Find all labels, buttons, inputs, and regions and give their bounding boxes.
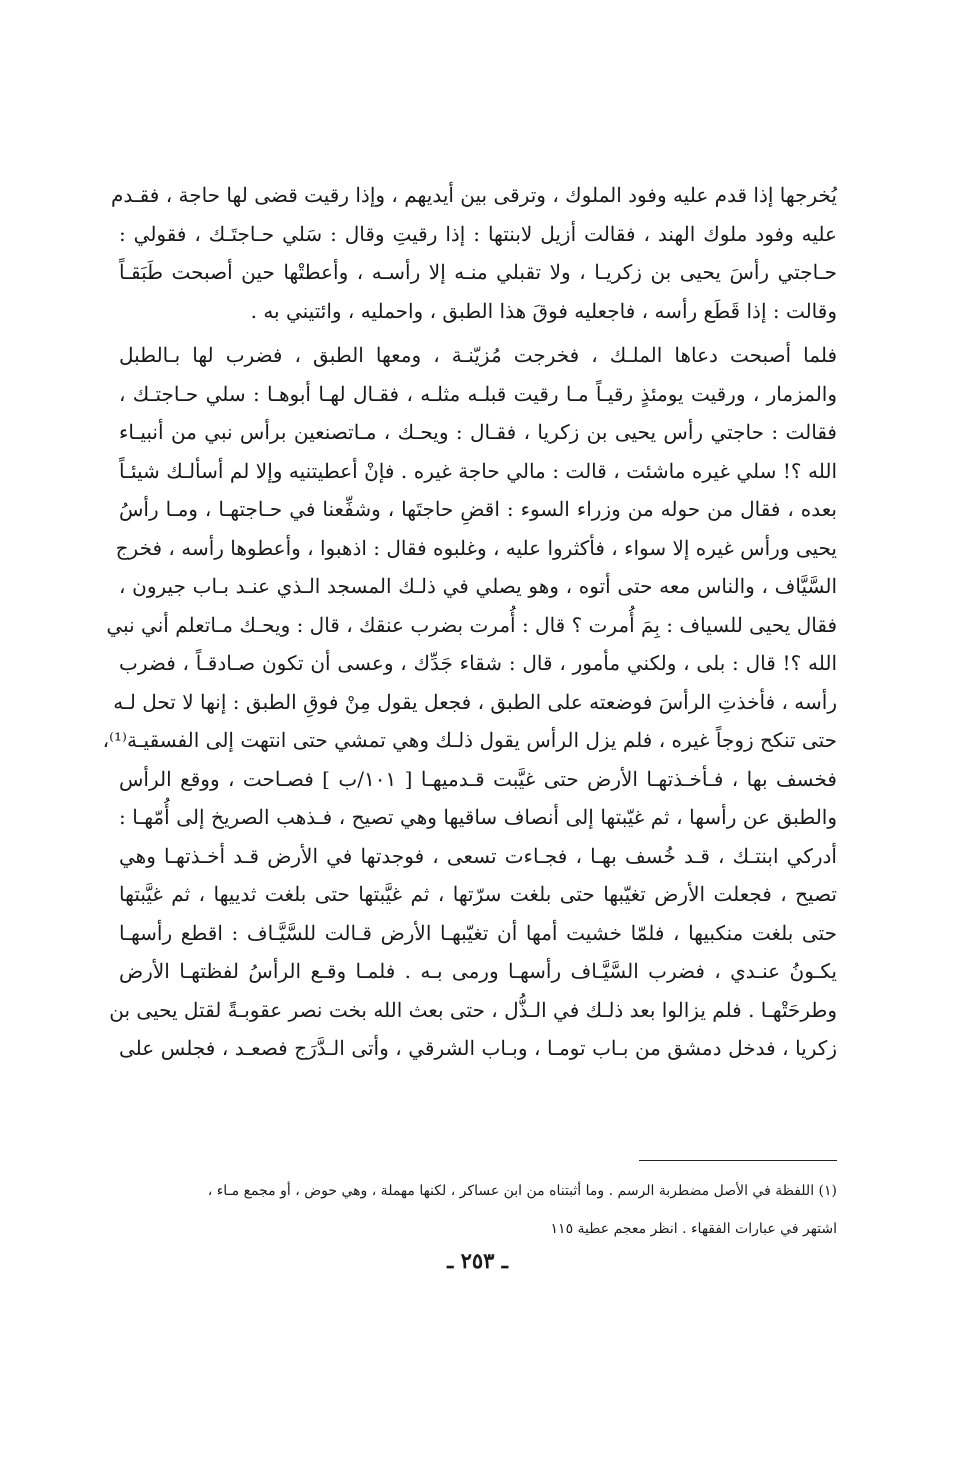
- text-line: تصيح ، فجعلت الأرض تغيّبها حتى بلغت سرّتها ، ثم غيَّبتها حتى بلغت ثدييها ، ثم غيَّبتها: [119, 882, 837, 906]
- footnotes: [119, 1172, 837, 1248]
- text-line: الله ؟! سلي غيره ماشئت ، قالت : مالي حاجة غيره . فإنْ أعطيتنيه وإلا لم أسألـك شيئـاً: [119, 458, 837, 483]
- text-line: رأسه ، فأخذتِ الرأسَ فوضعته على الطبق ، فجعل يقول مِنْ فوقِ الطبق : إنها لا تحل لـه: [113, 689, 837, 714]
- text-line: السَّيَّاف ، والناس معه حتى أتوه ، وهو يصلي في ذلـك المسجد الـذي عنـد بـاب جيرون ،: [119, 574, 837, 598]
- paragraph-1: [110, 176, 837, 330]
- text-line: يكـونُ عنـدي ، فضرب السَّيَّـاف رأسهـا ورمى بـه . فلمـا وقـع الرأسُ لفظتهـا الأرض: [119, 959, 837, 983]
- text-line: وطرحَتْهـا . فلم يزالوا بعد ذلـك في الـذُّل ، حتى بعث الله بخت نصر عقوبـةً لقتل يحيى بن: [109, 997, 837, 1022]
- text-line: يحيى ورأس غيره إلا سواء ، فأكثروا عليه ، وغلبوه فقال : اذهبوا ، وأعطوها رأسه ، فخرج: [115, 535, 837, 560]
- text-line: أدركي ابنتـك ، قـد خُسف بهـا ، فجـاءت تسعى ، فوجدتها في الأرض قـد أخـذتهـا وهي: [119, 843, 837, 868]
- text-line: فخسف بها ، فـأخـذتهـا الأرض حتى غيَّبت قـدميهـا [ ١٠١/ب ] فصـاحت ، ووقع الرأس: [119, 766, 837, 791]
- text-line: يُخرجها إذا قدم عليه وفود الملوك ، وترقى بين أيديهم ، وإذا رقيت قضى لها حاجة ، فقـدم: [110, 183, 837, 207]
- footnote-divider: [639, 1160, 837, 1161]
- text-line: حتى تنكح زوجاً غيره ، فلم يزل الرأس يقول ذلـك وهي تمشي حتى انتهت إلى الفسقيـة⁽¹⁾،: [102, 728, 837, 752]
- paragraph-2: [102, 336, 837, 1068]
- text-line: والطبق عن رأسها ، ثم غيّبتها إلى أنصاف ساقيها وهي تصيح ، فـذهب الصريخ إلى أُمّهـا :: [119, 805, 837, 829]
- page-number: ـ ٢٥٣ ـ: [447, 1248, 508, 1273]
- footnote-line: (١) اللفظة في الأصل مضطربة الرسم . وما أثبتناه من ابن عساكر ، لكنها مهملة ، وهي حوض ، أو مجمع مـاء ،: [207, 1183, 837, 1199]
- text-line: حـاجتي رأسَ يحيى بن زكريـا ، ولا تقبلي منـه إلا رأسـه ، وأعطتْها حين أصبحت طَبَقـاً: [119, 260, 837, 284]
- text-line: فلما أصبحت دعاها الملـك ، فخرجت مُزيّنـة ، ومعها الطبق ، فضرب لها بـالطبل: [119, 343, 837, 367]
- footnote-line: اشتهر في عبارات الفقهاء . انظر معجم عطية ١١٥: [550, 1221, 837, 1237]
- text-line: فقالت : حاجتي رأس يحيى بن زكريا ، فقـال : ويحـك ، مـاتصنعين برأس نبي من أنبيـاء: [119, 420, 837, 444]
- text-line: وقالت : إذا قَطَع رأسه ، فاجعليه فوقَ هذا الطبق ، واحمليه ، وائتيني به .: [250, 298, 837, 323]
- text-line: حتى بلغت منكبيها ، فلمّا خشيت أمها أن تغيّبهـا الأرض قـالت للسَّيَّـاف : اقطع رأسهـا: [119, 920, 837, 945]
- text-line: فقال يحيى للسياف : بِمَ أُمرت ؟ قال : أُمرت بضرب عنقك ، قال : ويحـك مـاتعلم أني نبي: [106, 612, 837, 637]
- text-line: زكريا ، فدخل دمشق من بـاب تومـا ، وبـاب الشرقي ، وأتى الـدَّرَج فصعـد ، فجلس على: [119, 1036, 837, 1060]
- text-line: بعده ، فقال من حوله من وزراء السوء : اقضِ حاجتَها ، وشفِّعنا في حـاجتهـا ، ومـا رأسُ: [119, 497, 837, 521]
- text-line: والمزمار ، ورقيت يومئذٍ رقيـاً مـا رقيت قبلـه مثلـه ، فقـال لهـا أبوهـا : سلي حـاجتـك ،: [119, 381, 837, 406]
- text-line: عليه وفود ملوك الهند ، فقالت أزيل لابنتها : إذا رقيتِ وقال : سَلي حـاجتَـك ، فقولي :: [119, 221, 837, 246]
- text-line: الله ؟! قال : بلى ، ولكني مأمور ، قال : شقاء جَدِّك ، وعسى أن تكون صـادقـاً ، فضرب: [119, 651, 837, 675]
